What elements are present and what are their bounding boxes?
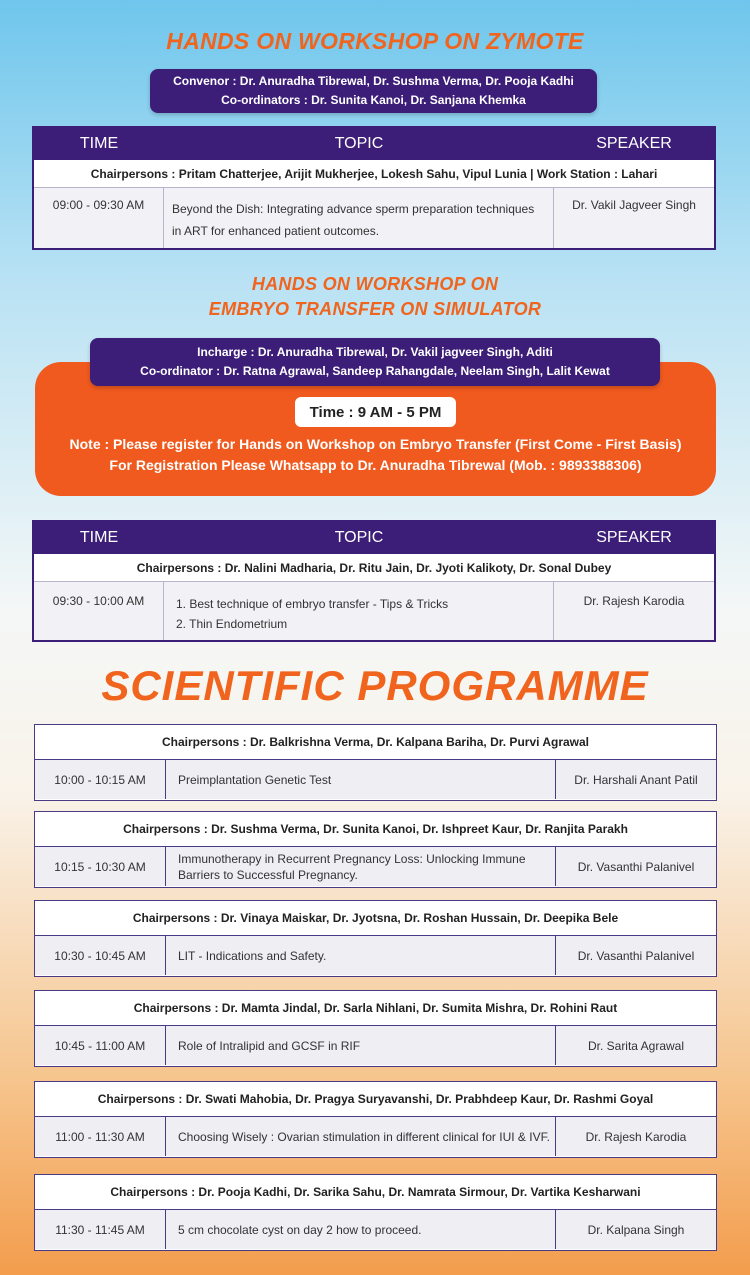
session-time: 11:30 - 11:45 AM (35, 1210, 166, 1249)
table-header (34, 522, 714, 554)
session-time: 10:00 - 10:15 AM (35, 760, 166, 799)
session-speaker: Dr. Rajesh Karodia (583, 594, 685, 608)
registration-contact: For Registration Please Whatsapp to Dr. Anuradha Tibrewal (Mob. : 9893388306) (109, 457, 642, 473)
session-topic (164, 582, 554, 640)
session-time: 10:15 - 10:30 AM (35, 847, 166, 886)
chairpersons-row: Chairpersons : Dr. Swati Mahobia, Dr. Pragya Suryavanshi, Dr. Prabhdeep Kaur, Dr. Rashmi Goyal (35, 1082, 716, 1117)
table-row (35, 847, 716, 886)
session-speaker: Dr. Vasanthi Palanivel (577, 948, 695, 963)
chairpersons-row: Chairpersons : Dr. Mamta Jindal, Dr. Sarla Nihlani, Dr. Sumita Mishra, Dr. Rohini Raut (35, 991, 716, 1026)
workshop2-table (32, 520, 716, 642)
header-time: TIME (79, 529, 119, 546)
table-row (35, 1117, 716, 1156)
session-topic: Immunotherapy in Recurrent Pregnancy Loss: Unlocking Immune Barriers to Successful Pregnancy. (166, 847, 556, 886)
session-topic: Role of Intralipid and GCSF in RIF (166, 1026, 556, 1065)
session-time: 09:00 - 09:30 AM (34, 188, 164, 248)
session-block (34, 811, 717, 888)
session-block (34, 1174, 717, 1251)
convenor-text: Convenor : Dr. Anuradha Tibrewal, Dr. Sushma Verma, Dr. Pooja Kadhi (173, 74, 574, 88)
header-time: TIME (79, 135, 119, 152)
chairpersons-row: Chairpersons : Dr. Sushma Verma, Dr. Sunita Kanoi, Dr. Ishpreet Kaur, Dr. Ranjita Parakh (35, 812, 716, 847)
table-row (35, 760, 716, 799)
programme-title: SCIENTIFIC PROGRAMME (101, 662, 649, 709)
table-row (35, 1026, 716, 1065)
chairpersons-row: Chairpersons : Pritam Chatterjee, Arijit Mukherjee, Lokesh Sahu, Vipul Lunia | Work Station : Lahari (34, 160, 714, 188)
coordinator-text: Co-ordinator : Dr. Ratna Agrawal, Sandeep Rahangdale, Neelam Singh, Lalit Kewat (140, 364, 610, 378)
session-topic: Choosing Wisely : Ovarian stimulation in different clinical for IUI & IVF. (166, 1117, 556, 1156)
table-header (34, 128, 714, 160)
workshop2-title-line1: HANDS ON WORKSHOP ON (251, 274, 499, 294)
table-row (35, 936, 716, 975)
session-topic: Beyond the Dish: Integrating advance sperm preparation techniques in ART for enhanced patient outcomes. (164, 188, 554, 248)
session-speaker: Dr. Vakil Jagveer Singh (572, 198, 696, 212)
session-block (34, 990, 717, 1067)
session-topic: Preimplantation Genetic Test (166, 760, 556, 799)
topic-item: 2. Thin Endometrium (176, 617, 288, 631)
table-row (34, 188, 714, 248)
registration-note: Note : Please register for Hands on Workshop on Embryo Transfer (First Come - First Basis) (69, 436, 682, 452)
workshop1-table (32, 126, 716, 250)
session-time: 09:30 - 10:00 AM (34, 582, 164, 640)
chairpersons-row: Chairpersons : Dr. Pooja Kadhi, Dr. Sarika Sahu, Dr. Namrata Sirmour, Dr. Vartika Kesharwani (35, 1175, 716, 1210)
header-speaker: SPEAKER (596, 529, 672, 546)
header-topic: TOPIC (334, 135, 384, 152)
coordinators-text: Co-ordinators : Dr. Sunita Kanoi, Dr. Sanjana Khemka (221, 93, 526, 107)
session-block (34, 1081, 717, 1158)
session-time: 10:45 - 11:00 AM (35, 1026, 166, 1065)
chairpersons-row: Chairpersons : Dr. Nalini Madharia, Dr. Ritu Jain, Dr. Jyoti Kalikoty, Dr. Sonal Dubey (34, 554, 714, 582)
session-speaker: Dr. Kalpana Singh (587, 1222, 685, 1237)
session-topic: LIT - Indications and Safety. (166, 936, 556, 975)
chairpersons-row: Chairpersons : Dr. Balkrishna Verma, Dr. Kalpana Bariha, Dr. Purvi Agrawal (35, 725, 716, 760)
session-speaker: Dr. Harshali Anant Patil (574, 772, 698, 787)
table-row (35, 1210, 716, 1249)
incharge-text: Incharge : Dr. Anuradha Tibrewal, Dr. Vakil jagveer Singh, Aditi (197, 345, 553, 359)
session-speaker: Dr. Sarita Agrawal (587, 1038, 685, 1053)
workshop1-title: HANDS ON WORKSHOP ON ZYMOTE (166, 28, 584, 54)
session-speaker: Dr. Rajesh Karodia (585, 1129, 687, 1144)
session-topic: 5 cm chocolate cyst on day 2 how to proceed. (166, 1210, 556, 1249)
session-time: 10:30 - 10:45 AM (35, 936, 166, 975)
workshop1-organizers (150, 69, 597, 113)
header-topic: TOPIC (334, 529, 384, 546)
header-speaker: SPEAKER (596, 135, 672, 152)
session-time: 11:00 - 11:30 AM (35, 1117, 166, 1156)
workshop2-organizers (90, 338, 660, 386)
session-speaker: Dr. Vasanthi Palanivel (577, 859, 695, 874)
table-row (34, 582, 714, 640)
chairpersons-row: Chairpersons : Dr. Vinaya Maiskar, Dr. Jyotsna, Dr. Roshan Hussain, Dr. Deepika Bele (35, 901, 716, 936)
session-block (34, 900, 717, 977)
session-block (34, 724, 717, 801)
time-badge: Time : 9 AM - 5 PM (295, 397, 456, 427)
workshop2-title-line2: EMBRYO TRANSFER ON SIMULATOR (208, 299, 542, 319)
topic-item: 1. Best technique of embryo transfer - Tips & Tricks (176, 597, 449, 611)
